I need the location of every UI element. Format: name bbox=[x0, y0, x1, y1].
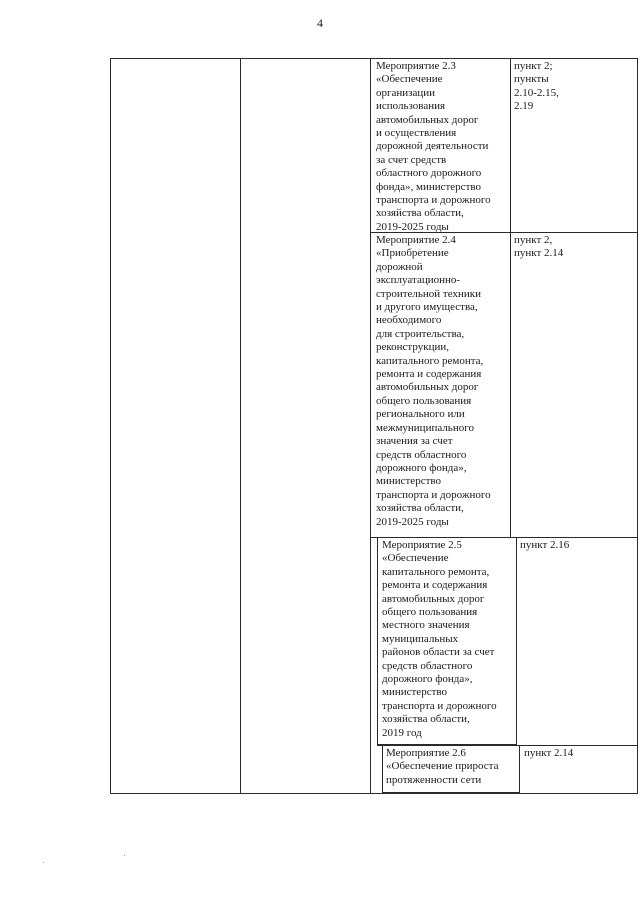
column-divider-1 bbox=[240, 58, 241, 793]
event-2-4-points: пункт 2, пункт 2.14 bbox=[514, 234, 564, 260]
column-divider-2 bbox=[370, 58, 371, 793]
scan-speck bbox=[124, 855, 125, 856]
page-number: 4 bbox=[317, 16, 323, 30]
event-2-3-points: пункт 2; пункты 2.10-2.15, 2.19 bbox=[514, 60, 559, 113]
event-2-6-points: пункт 2.14 bbox=[524, 747, 574, 759]
table-frame bbox=[110, 58, 638, 794]
row3-inner-divider bbox=[516, 537, 517, 745]
scan-speck bbox=[43, 862, 44, 863]
row1-inner-divider bbox=[510, 58, 511, 232]
event-2-4-text: Мероприятие 2.4 «Приобретение дорожной эксплуатационно- строительной техники и другого имущества, необходимого для строительства, реконструкции, капитального ремонта, ремонта и содержания автомобильных дорог общего пользования регионального или межмуниципального значения за счет средств областного дорожного фонда», министерство транспорта и дорожного хозяйства области, 2019-2025 годы bbox=[376, 234, 491, 528]
event-2-3-text: Мероприятие 2.3 «Обеспечение организации использования автомобильных дорог и осуществления дорожной деятельности за счет средств областного дорожного фонда», министерство транспорта и дорожного хозяйства области, 2019-2025 годы bbox=[376, 60, 491, 233]
event-2-5-text: Мероприятие 2.5 «Обеспечение капитального ремонта, ремонта и содержания автомобильных дорог общего пользования местного значения муниципальных районов области за счет средств областного дорожного фонда», министерство транспорта и дорожного хозяйства области, 2019 год bbox=[382, 539, 497, 739]
event-2-6-text: Мероприятие 2.6 «Обеспечение прироста протяженности сети bbox=[386, 747, 499, 786]
row2-inner-divider bbox=[510, 232, 511, 537]
event-2-5-points: пункт 2.16 bbox=[520, 539, 570, 551]
